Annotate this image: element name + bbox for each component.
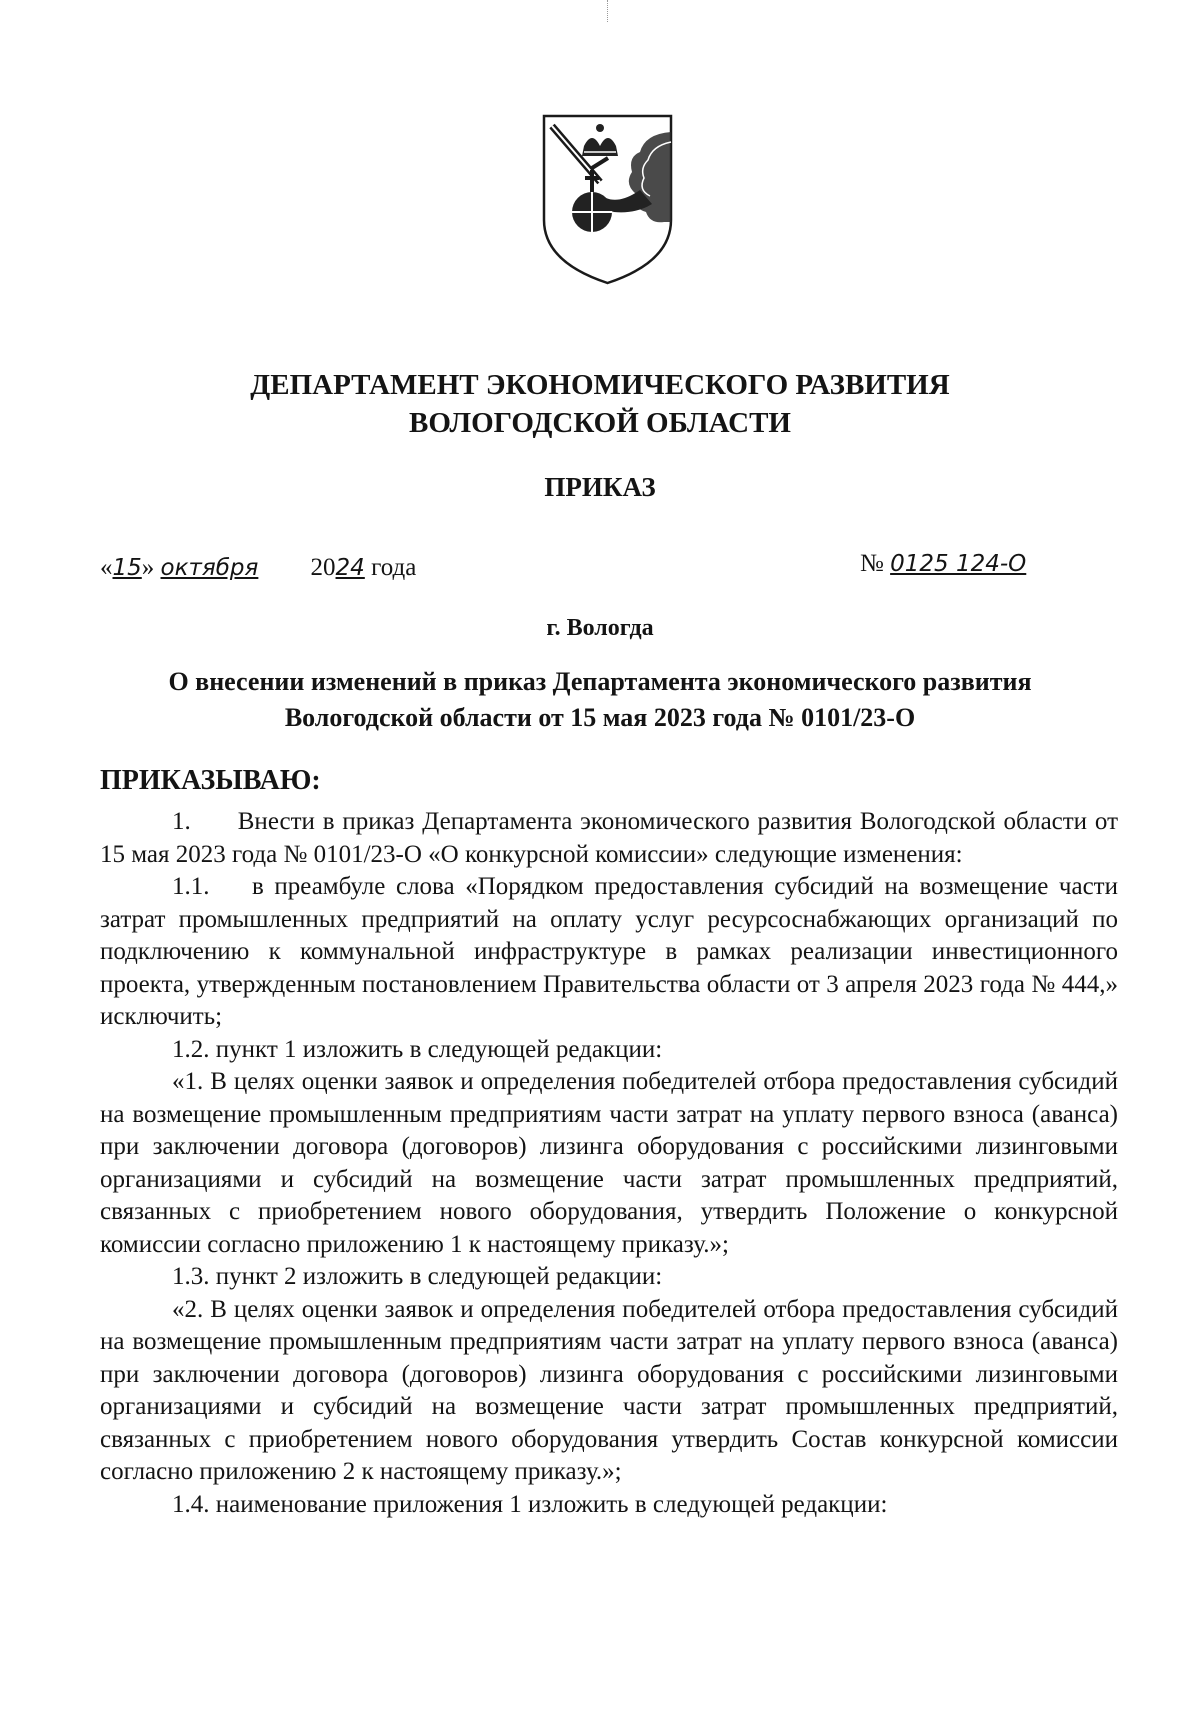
order-subject xyxy=(80,664,1120,736)
date-day: 15 xyxy=(112,555,142,581)
document-type: ПРИКАЗ xyxy=(544,472,656,502)
department-line-2: ВОЛОГОДСКОЙ ОБЛАСТИ xyxy=(409,407,791,439)
paragraph-1-2: 1.2. пункт 1 изложить в следующей редакции: xyxy=(172,1035,663,1063)
scan-mark xyxy=(607,0,609,22)
paragraph-1-4: 1.4. наименование приложения 1 изложить в следующей редакции: xyxy=(172,1490,888,1518)
subject-line-1: О внесении изменений в приказ Департамента экономического развития xyxy=(168,667,1032,696)
number-sign: № xyxy=(860,550,884,577)
city: г. Вологда xyxy=(546,615,654,641)
date-year-prefix: 20 xyxy=(310,554,336,581)
order-number xyxy=(860,550,1120,578)
paragraph-1-2-text: «1. В целях оценки заявок и определения победителей отбора предоставления субсидий на возмещение промышленным предприятиям части затрат на уплату первого взноса (аванса) при заключении договора (договоров) лизинга оборудования с российскими лизинговыми организациями и субсидий на возмещение части затрат промышленных предприятий, связанных с приобретением нового оборудования, утвердить Положение о конкурсной комиссии согласно приложению 1 к настоящему приказу.»; xyxy=(100,1068,1118,1258)
paragraph-1-1: 1.1. в преамбуле слова «Порядком предоставления субсидий на возмещение части затрат промышленных предприятий на оплату услуг ресурсоснабжающих организаций по подключению к коммунальной инфраструктуре в рамках реализации инвестиционного проекта, утвержденным постановлением Правительства области от 3 апреля 2023 года № 444,» исключить; xyxy=(100,873,1125,1030)
date-month: октября xyxy=(160,555,259,581)
subject-line-2: Вологодской области от 15 мая 2023 года № 0101/23-О xyxy=(284,703,916,732)
orders-heading: ПРИКАЗЫВАЮ: xyxy=(100,765,321,796)
date-year-suffix: 24 xyxy=(335,555,365,581)
date-open-quote: « xyxy=(100,554,113,581)
paragraph-1-3: 1.3. пункт 2 изложить в следующей редакции: xyxy=(172,1263,663,1290)
department-line-1: ДЕПАРТАМЕНТ ЭКОНОМИЧЕСКОГО РАЗВИТИЯ xyxy=(250,369,950,401)
coat-of-arms-emblem xyxy=(540,112,675,287)
document-body xyxy=(100,806,1125,1521)
department-name xyxy=(0,366,1200,442)
paragraph-1-3-text: «2. В целях оценки заявок и определения победителей отбора предоставления субсидий на возмещение промышленным предприятиям части затрат на уплату первого взноса (аванса) при заключении договора (договоров) лизинга оборудования с российскими лизинговыми организациями и субсидий на возмещение части затрат промышленных предприятий, связанных с приобретением нового оборудования утвердить Состав конкурсной комиссии согласно приложению 2 к настоящему приказу.»; xyxy=(100,1295,1118,1485)
order-date xyxy=(100,554,416,582)
paragraph-1: 1. Внести в приказ Департамента экономического развития Вологодской области от 15 мая 2023 года № 0101/23-О «О конкурсной комиссии» следующие изменения: xyxy=(100,808,1125,868)
number-value: 0125 124-О xyxy=(890,551,1027,577)
date-close-quote: » xyxy=(141,554,155,581)
date-year-word: года xyxy=(371,554,417,581)
